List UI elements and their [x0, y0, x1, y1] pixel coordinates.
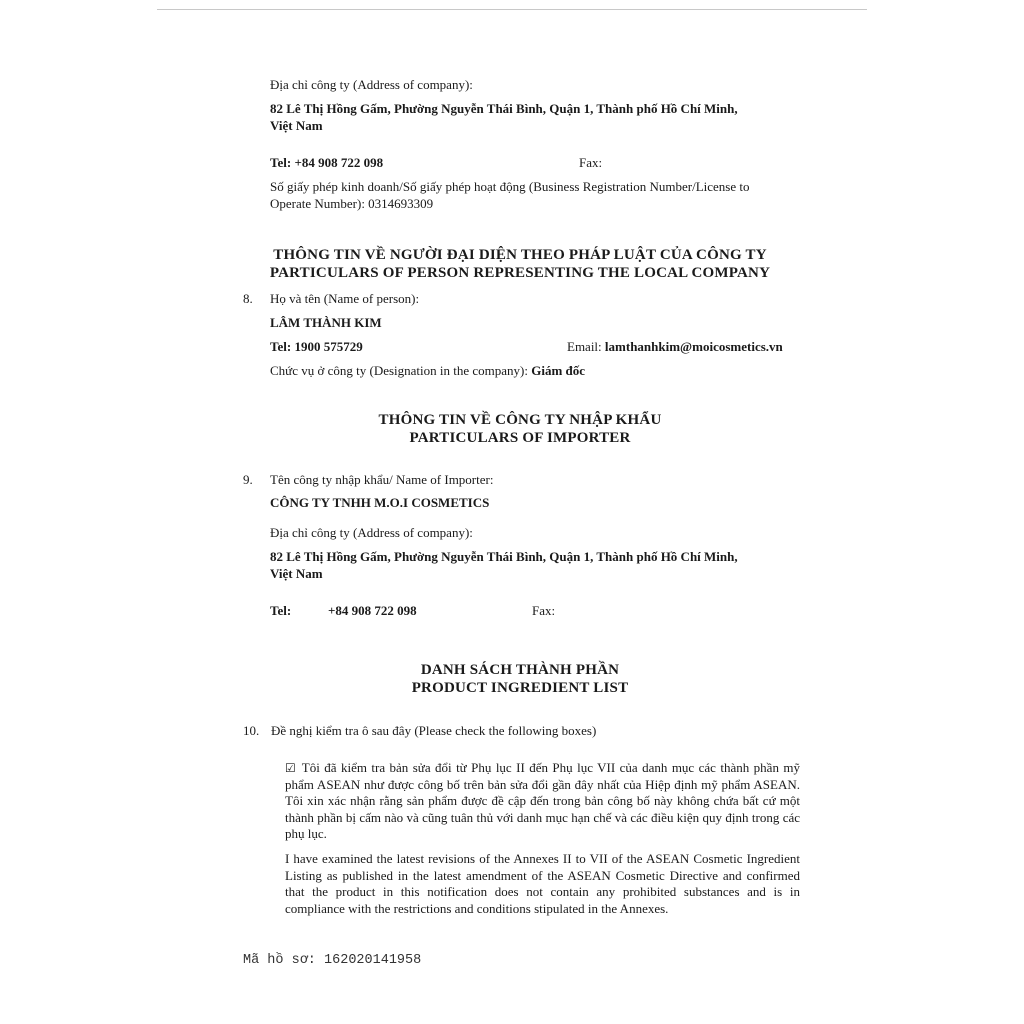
importer-address-line2: Việt Nam	[270, 566, 323, 581]
section-importer-title-en: PARTICULARS OF IMPORTER	[409, 430, 631, 446]
section-rep-title-vi: THÔNG TIN VỀ NGƯỜI ĐẠI DIỆN THEO PHÁP LUẬT CỦA CÔNG TY	[273, 247, 767, 263]
rep-email-label: Email:	[567, 339, 602, 354]
company-address-label: Địa chỉ công ty (Address of company):	[270, 77, 473, 92]
item-9-number: 9.	[243, 472, 253, 487]
importer-tel-label: Tel:	[270, 603, 292, 618]
item-8-number: 8.	[243, 291, 253, 306]
top-divider	[157, 9, 867, 10]
declaration-vi-text: Tôi đã kiểm tra bản sửa đổi từ Phụ lục II đến Phụ lục VII của danh mục các thành phần mỹ phẩm ASEAN như được công bố trên bản sửa đổi gần đây nhất của Hiệp định mỹ phẩm ASEAN. Tôi xin xác nhận rằng sản phẩm được đề cập đến trong bản công bố này không chứa bất cứ một thành phần bị cấm nào và cũng tuân thủ với danh mục hạn chế và các điều kiện quy định trong các phụ lục.	[285, 760, 800, 841]
rep-email-value: lamthanhkim@moicosmetics.vn	[604, 339, 783, 354]
item-10-label: Đề nghị kiểm tra ô sau đây (Please check the following boxes)	[271, 723, 597, 738]
item-8-label: Họ và tên (Name of person):	[270, 291, 420, 306]
rep-email	[567, 339, 783, 355]
rep-designation-value: Giám đốc	[531, 363, 586, 378]
importer-tel: +84 908 722 098	[328, 603, 417, 618]
company-address-line1: 82 Lê Thị Hồng Gấm, Phường Nguyễn Thái Bình, Quận 1, Thành phố Hồ Chí Minh,	[270, 101, 738, 116]
section-importer-title-vi: THÔNG TIN VỀ CÔNG TY NHẬP KHẨU	[378, 412, 662, 428]
declaration-en: I have examined the latest revisions of the Annexes II to VII of the ASEAN Cosmetic Ingredient Listing as published in the latest amendment of the ASEAN Cosmetic Directive and confirmed that the product in this notification does not contain any prohibited substances and is in compliance with the restrictions and conditions stipulated in the Annexes.	[285, 851, 800, 916]
company-fax: Fax:	[579, 155, 603, 170]
rep-tel: Tel: 1900 575729	[270, 339, 363, 354]
item-9-label: Tên công ty nhập khẩu/ Name of Importer:	[270, 472, 494, 487]
checkbox-checked-icon[interactable]: ☑	[285, 761, 296, 775]
rep-designation	[270, 363, 585, 379]
company-address-line2: Việt Nam	[270, 118, 323, 133]
section-rep-title-en: PARTICULARS OF PERSON REPRESENTING THE LOCAL COMPANY	[269, 265, 771, 281]
importer-address-label: Địa chỉ công ty (Address of company):	[270, 525, 473, 540]
license-line2: Operate Number): 0314693309	[270, 196, 434, 211]
file-code: Mã hồ sơ: 162020141958	[243, 953, 422, 968]
license-line1: Số giấy phép kinh doanh/Số giấy phép hoạt động (Business Registration Number/License to	[270, 179, 750, 194]
importer-address-line1: 82 Lê Thị Hồng Gấm, Phường Nguyễn Thái Bình, Quận 1, Thành phố Hồ Chí Minh,	[270, 549, 738, 564]
section-ingredients-title-en: PRODUCT INGREDIENT LIST	[411, 680, 629, 696]
rep-name: LÂM THÀNH KIM	[270, 315, 382, 330]
item-10-number: 10.	[243, 723, 260, 738]
rep-designation-label: Chức vụ ở công ty (Designation in the company):	[270, 363, 528, 378]
section-ingredients-title-vi: DANH SÁCH THÀNH PHẦN	[420, 662, 620, 678]
declaration-vi	[285, 760, 800, 843]
importer-fax: Fax:	[532, 603, 556, 618]
importer-name: CÔNG TY TNHH M.O.I COSMETICS	[270, 495, 490, 510]
company-tel: Tel: +84 908 722 098	[270, 155, 384, 170]
